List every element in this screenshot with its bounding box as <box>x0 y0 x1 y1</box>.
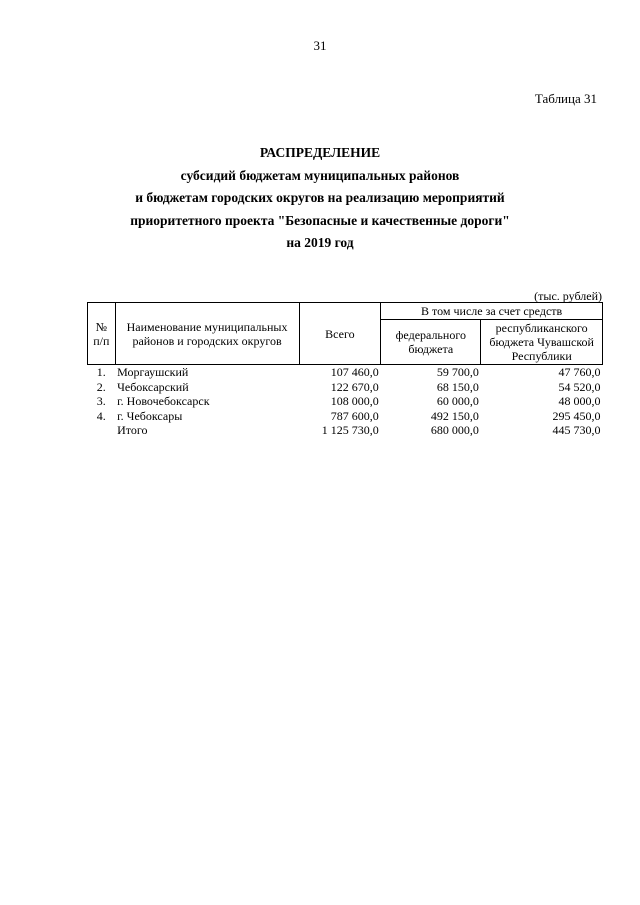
row-federal: 68 150,0 <box>436 379 479 394</box>
row-num: 1. <box>96 365 106 379</box>
row-name: Итого <box>117 423 148 437</box>
page-number: 31 <box>313 38 327 53</box>
row-republic: 445 730,0 <box>552 423 601 437</box>
title-line-1: РАСПРЕДЕЛЕНИЕ <box>259 145 381 160</box>
row-name: Моргаушский <box>117 365 189 379</box>
title-line-5: на 2019 год <box>286 235 354 250</box>
row-total: 122 670,0 <box>330 379 379 394</box>
row-num: 4. <box>96 408 106 423</box>
row-total: 108 000,0 <box>330 394 379 408</box>
header-republic: республиканского бюджета Чувашской Республики <box>481 320 603 365</box>
title-line-3: и бюджетам городских округов на реализацию мероприятий <box>135 190 505 205</box>
row-total: 107 460,0 <box>330 365 379 379</box>
row-num: 2. <box>96 379 106 394</box>
distribution-table <box>87 302 603 438</box>
table-row <box>88 394 603 409</box>
title-line-4: приоритетного проекта "Безопасные и качественные дороги" <box>130 212 510 228</box>
row-total: 787 600,0 <box>330 408 379 423</box>
header-row <box>88 303 603 320</box>
row-federal: 492 150,0 <box>430 408 479 423</box>
row-name: г. Чебоксары <box>117 408 183 423</box>
row-federal: 60 000,0 <box>436 394 479 408</box>
units-label: (тыс. рублей) <box>534 289 602 303</box>
row-total: 1 125 730,0 <box>321 423 379 437</box>
row-republic: 54 520,0 <box>558 379 601 394</box>
row-federal: 680 000,0 <box>430 423 479 437</box>
table-row <box>88 380 603 395</box>
total-row <box>88 423 603 438</box>
table-row <box>88 365 603 380</box>
table-row <box>88 409 603 424</box>
row-republic: 295 450,0 <box>552 408 601 423</box>
title-line-2: субсидий бюджетам муниципальных районов <box>180 167 460 183</box>
header-num: № п/п <box>88 303 116 365</box>
row-num: 3. <box>96 394 106 408</box>
header-federal: федерального бюджета <box>381 320 481 365</box>
row-num <box>88 423 116 438</box>
table-label: Таблица 31 <box>534 91 597 106</box>
row-name: Чебоксарский <box>117 379 189 394</box>
row-name: г. Новочебоксарск <box>117 394 210 408</box>
header-name: Наименование муниципальных районов и городских округов <box>115 303 299 365</box>
row-republic: 47 760,0 <box>558 365 601 379</box>
header-total: Всего <box>299 303 381 365</box>
header-group: В том числе за счет средств <box>381 303 603 320</box>
document-title <box>0 142 640 255</box>
row-republic: 48 000,0 <box>558 394 601 408</box>
row-federal: 59 700,0 <box>436 365 479 379</box>
